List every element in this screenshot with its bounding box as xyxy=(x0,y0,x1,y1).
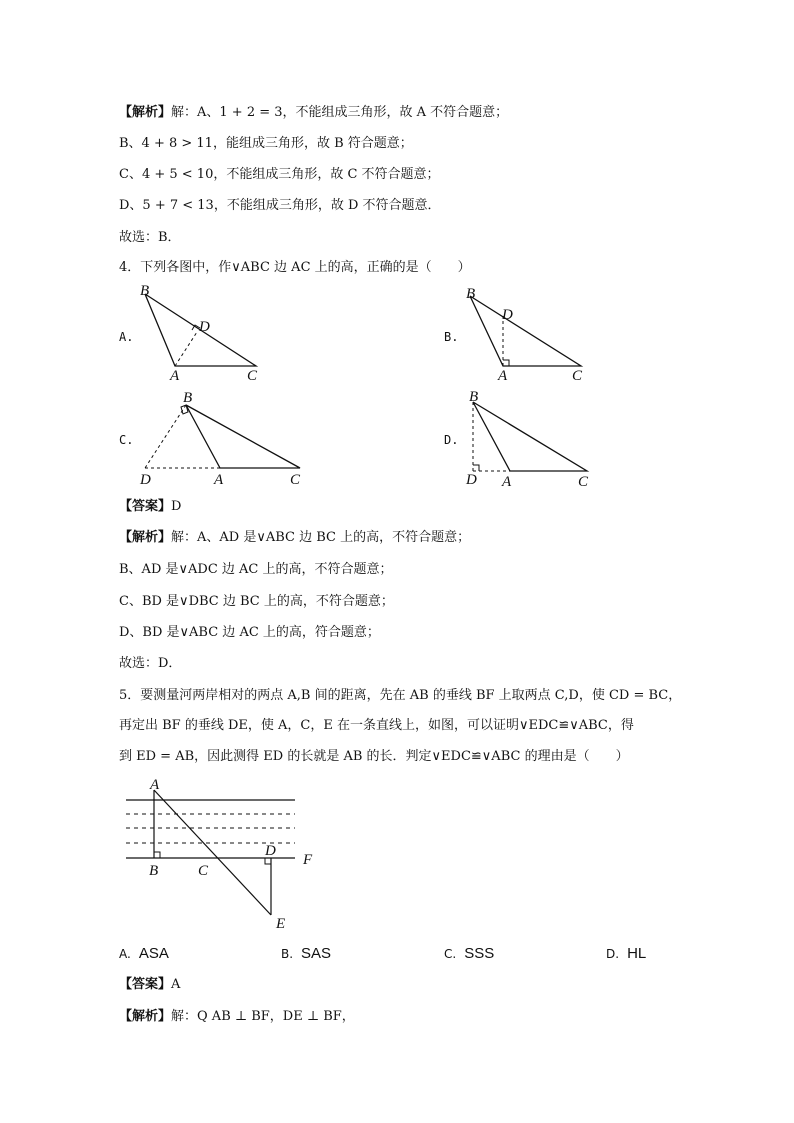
q4-figure-d xyxy=(455,388,595,488)
figure-point-label: C xyxy=(290,472,301,488)
figure-point-label: B xyxy=(469,389,479,405)
q5-stem-line-2: 再定出 BF 的垂线 DE，使 A，C，E 在一条直线上，如图，可以证明∨EDC≌∨ABC，得 xyxy=(119,718,634,733)
prev-solution-line-2: B、4 + 8 > 11，能组成三角形，故 B 符合题意； xyxy=(119,136,413,151)
q5-river-figure xyxy=(118,777,328,932)
analysis-tag: 【解析】 xyxy=(119,105,172,120)
q5-stem-line-1: 5．要测量河两岸相对的两点 A,B 间的距离，先在 AB 的垂线 BF 上取两点 C,D，使 CD = BC， xyxy=(119,688,682,703)
prev-solution-line-1: 【解析】解：A、1 + 2 = 3，不能组成三角形，故 A 不符合题意； xyxy=(119,105,509,120)
figure-point-label: C xyxy=(578,474,589,490)
q5-answer: 【答案】A xyxy=(119,977,181,992)
q4-option-d-label: D. xyxy=(444,433,459,447)
q4-answer: 【答案】D xyxy=(119,499,182,514)
prev-solution-line-4: D、5 + 7 < 13，不能组成三角形，故 D 不符合题意． xyxy=(119,198,441,213)
q5-analysis-line-1: 【解析】解：Q AB ⊥ BF，DE ⊥ BF， xyxy=(119,1009,355,1024)
q4-figure-b xyxy=(455,282,595,387)
prev-solution-line-3: C、4 + 5 < 10，不能组成三角形，故 C 不符合题意； xyxy=(119,167,440,182)
figure-point-label: A xyxy=(214,472,224,488)
q4-option-a-label: A. xyxy=(119,330,134,344)
figure-point-label: A xyxy=(150,777,160,793)
q4-stem: 4．下列各图中，作∨ABC 边 AC 上的高，正确的是（ ） xyxy=(119,260,471,275)
q4-option-c-label: C. xyxy=(119,433,134,447)
figure-point-label: C xyxy=(247,368,258,384)
figure-point-label: B xyxy=(140,283,150,299)
figure-point-label: F xyxy=(303,852,313,868)
figure-point-label: C xyxy=(572,368,583,384)
q4-option-b-label: B. xyxy=(444,330,459,344)
figure-point-label: B xyxy=(466,286,476,302)
q4-analysis-line-1: 【解析】解：A、AD 是∨ABC 边 BC 上的高，不符合题意； xyxy=(119,530,471,545)
figure-point-label: D xyxy=(466,472,477,488)
figure-point-label: E xyxy=(276,916,286,932)
figure-point-label: A xyxy=(502,474,512,490)
figure-point-label: A xyxy=(498,368,508,384)
figure-point-label: B xyxy=(149,863,159,879)
figure-point-label: D xyxy=(502,307,513,323)
q4-analysis-line-3: C、BD 是∨DBC 边 BC 上的高，不符合题意； xyxy=(119,594,394,609)
figure-point-label: A xyxy=(170,368,180,384)
figure-point-label: D xyxy=(265,843,276,859)
q5-choice-d[interactable]: D. HL xyxy=(606,945,647,962)
prev-solution-line-5: 故选：B． xyxy=(119,230,181,245)
figure-point-label: C xyxy=(198,863,209,879)
q4-analysis-line-4: D、BD 是∨ABC 边 AC 上的高，符合题意； xyxy=(119,625,380,640)
figure-point-label: D xyxy=(199,319,210,335)
q5-choice-c[interactable]: C. SSS xyxy=(444,945,495,962)
q5-choice-a[interactable]: A. ASA xyxy=(119,945,169,962)
figure-point-label: B xyxy=(183,390,193,406)
q4-figure-c xyxy=(130,388,310,488)
q4-figure-a xyxy=(130,282,280,387)
q5-choice-b[interactable]: B. SAS xyxy=(281,945,332,962)
q4-analysis-line-5: 故选：D． xyxy=(119,656,182,671)
figure-point-label: D xyxy=(140,472,151,488)
q5-stem-line-3: 到 ED = AB，因此测得 ED 的长就是 AB 的长．判定∨EDC≌∨ABC 的理由是（ ） xyxy=(119,749,629,764)
q4-analysis-line-2: B、AD 是∨ADC 边 AC 上的高，不符合题意； xyxy=(119,562,393,577)
